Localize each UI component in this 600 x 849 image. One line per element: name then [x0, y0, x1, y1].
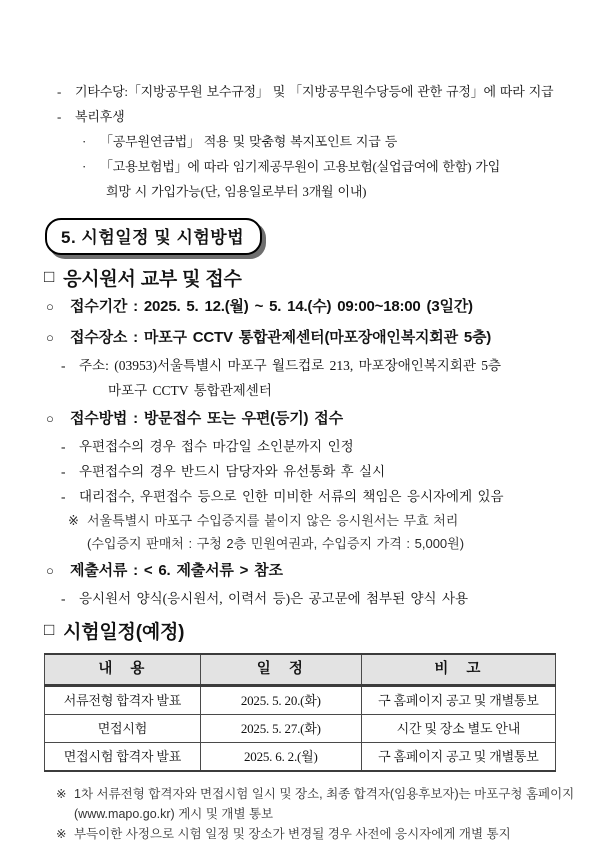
footnote-continuation: [44, 804, 556, 824]
detail-subline: [44, 353, 556, 378]
detail-text: 우편접수의 경우 접수 마감일 소인분까지 인정: [79, 439, 354, 454]
section-header-row: [44, 218, 556, 255]
footnote-text: 부득이한 사정으로 시험 일정 및 장소가 변경될 경우 사전에 응시자에게 개별 통지: [74, 827, 511, 841]
dash-bullet: -: [61, 358, 66, 373]
list-item-text: 희망 시 가입가능(단, 임용일로부터 3개월 이내): [106, 184, 367, 199]
table-row: [45, 715, 556, 743]
list-item-text: 「공무원연금법」 적용 및 맞춤형 복지포인트 지급 등: [100, 134, 398, 149]
detail-subline: [44, 586, 556, 611]
detail-text: 접수장소 : 마포구 CCTV 통합관제센터(마포장애인복지회관 5층): [70, 329, 492, 346]
cell-remarks: 구 홈페이지 공고 및 개별통보: [361, 743, 555, 772]
footnote: [44, 824, 556, 844]
list-item: [44, 79, 556, 104]
column-header-date: 일 정: [200, 654, 361, 686]
benefits-list: [44, 79, 556, 204]
cell-date: 2025. 5. 20.(화): [200, 686, 361, 715]
detail-subline: [44, 434, 556, 459]
detail-note: [44, 509, 556, 532]
reference-mark-icon: ※: [68, 513, 79, 528]
schedule-heading: [44, 617, 556, 644]
application-details: [44, 291, 556, 611]
table-row: [45, 743, 556, 772]
detail-line: [44, 403, 556, 434]
cell-content: 면접시험 합격자 발표: [45, 743, 201, 772]
footnotes: [44, 784, 575, 844]
list-item: [44, 154, 556, 179]
detail-text: (수입증지 판매처 : 구청 2층 민원여권과, 수입증지 가격 : 5,000원): [87, 536, 465, 551]
circle-bullet-icon: ○: [46, 411, 54, 426]
heading-text: 응시원서 교부 및 접수: [63, 269, 242, 290]
cell-content: 면접시험: [45, 715, 201, 743]
detail-text: 서울특별시 마포구 수입증지를 붙이지 않은 응시원서는 무효 처리: [87, 513, 459, 528]
cell-remarks: 구 홈페이지 공고 및 개별통보: [361, 686, 555, 715]
dash-bullet: -: [61, 591, 66, 606]
detail-line: [44, 322, 556, 353]
detail-text: 주소: (03953)서울특별시 마포구 월드컵로 213, 마포장애인복지회관 5층: [79, 358, 502, 373]
detail-text: 접수방법 : 방문접수 또는 우편(등기) 접수: [70, 410, 343, 427]
circle-bullet-icon: ○: [46, 563, 54, 578]
cell-date: 2025. 6. 2.(월): [200, 743, 361, 772]
cell-remarks: 시간 및 장소 별도 안내: [361, 715, 555, 743]
detail-text: 제출서류 : < 6. 제출서류 > 참조: [70, 562, 283, 579]
section-5-header-box: [45, 218, 262, 255]
circle-bullet-icon: ○: [46, 330, 54, 345]
dash-bullet: -: [61, 489, 66, 504]
column-header-remarks: 비 고: [361, 654, 555, 686]
list-item: [44, 129, 556, 154]
table-row: [45, 686, 556, 715]
detail-note-continuation: [44, 532, 556, 555]
list-item: [44, 104, 556, 129]
detail-text: 마포구 CCTV 통합관제센터: [108, 383, 272, 398]
footnote-text: (www.mapo.go.kr) 게시 및 개별 통보: [74, 807, 274, 821]
square-bullet-icon: □: [44, 620, 55, 639]
detail-text: 대리접수, 우편접수 등으로 인한 미비한 서류의 책임은 응시자에게 있음: [79, 489, 504, 504]
exam-schedule-table: [44, 653, 556, 772]
footnote-text: 1차 서류전형 합격자와 면접시험 일시 및 장소, 최종 합격자(임용후보자)는 마포구청 홈페이지: [74, 787, 575, 801]
dot-bullet: ·: [82, 159, 87, 174]
column-header-content: 내 용: [45, 654, 201, 686]
list-item-text: 기타수당:「지방공무원 보수규정」 및 「지방공무원수당등에 관한 규정」에 따라 지급: [75, 84, 554, 99]
heading-text: 시험일정(예정): [63, 622, 185, 643]
detail-continuation: [44, 378, 556, 403]
detail-text: 우편접수의 경우 반드시 담당자와 유선통화 후 실시: [79, 464, 386, 479]
section-title: 5. 시험일정 및 시험방법: [61, 228, 245, 247]
list-item-text: 「고용보험법」에 따라 임기제공무원이 고용보험(실업급여에 한함) 가입: [100, 159, 501, 174]
detail-subline: [44, 459, 556, 484]
dash-bullet: -: [61, 439, 66, 454]
dot-bullet: ·: [82, 134, 87, 149]
cell-content: 서류전형 합격자 발표: [45, 686, 201, 715]
dash-bullet: -: [57, 84, 62, 99]
list-item-text: 복리후생: [75, 109, 125, 124]
reference-mark-icon: ※: [56, 787, 67, 801]
circle-bullet-icon: ○: [46, 299, 54, 314]
dash-bullet: -: [57, 109, 62, 124]
detail-text: 접수기간 : 2025. 5. 12.(월) ~ 5. 14.(수) 09:00~18:00 (3일간): [70, 298, 473, 315]
table-body: [45, 686, 556, 772]
list-item-continuation: [44, 179, 556, 204]
detail-line: [44, 555, 556, 586]
table-header: [45, 654, 556, 686]
table-header-row: [45, 654, 556, 686]
detail-line: [44, 291, 556, 322]
reference-mark-icon: ※: [56, 827, 67, 841]
detail-subline: [44, 484, 556, 509]
square-bullet-icon: □: [44, 267, 55, 286]
footnote: [44, 784, 575, 804]
application-heading: [44, 264, 556, 291]
cell-date: 2025. 5. 27.(화): [200, 715, 361, 743]
dash-bullet: -: [61, 464, 66, 479]
detail-text: 응시원서 양식(응시원서, 이력서 등)은 공고문에 첨부된 양식 사용: [79, 591, 469, 606]
